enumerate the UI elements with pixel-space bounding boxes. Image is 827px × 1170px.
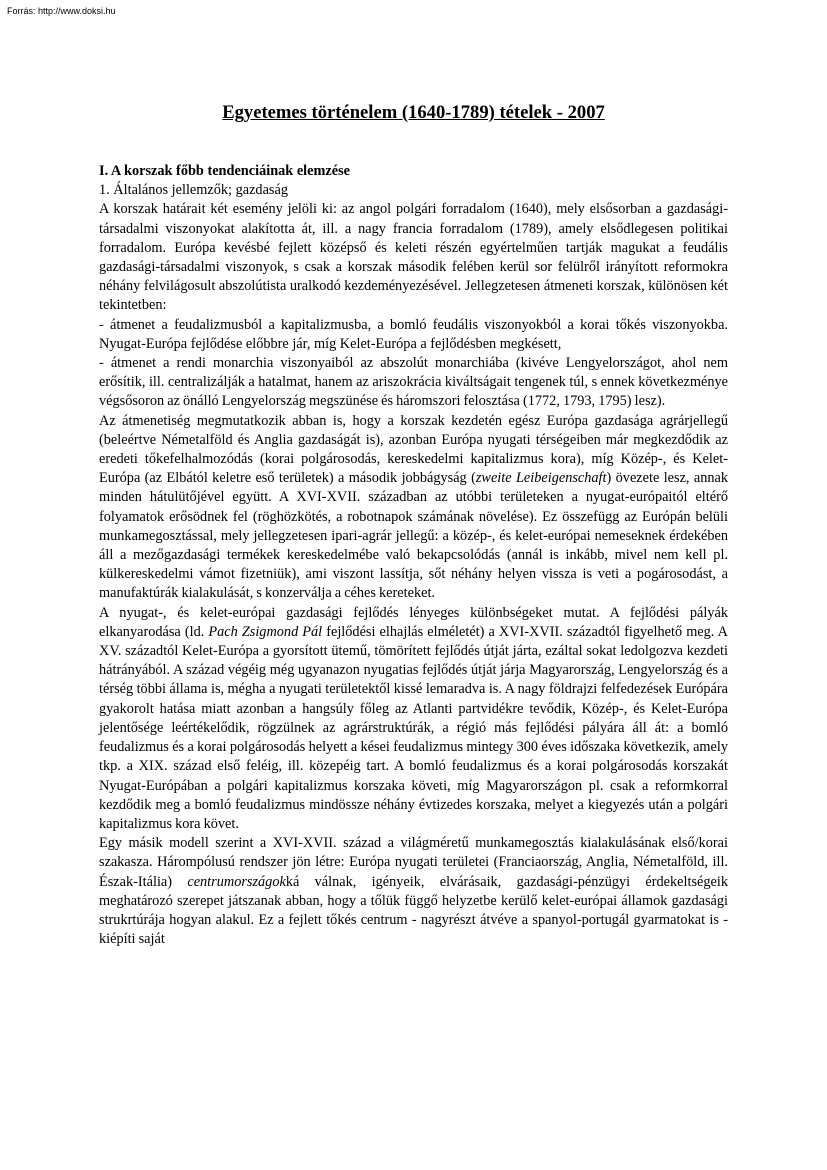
paragraph-5-text-a: A nyugat-, és kelet-európai gazdasági fejlődés lényeges különbségeket mutat. A fejlődési pályák elkanyarodása (ld. xyxy=(99,604,728,640)
paragraph-5-text-c: fejlődési elhajlás elméletét) a XVI-XVII. századtól figyelhető meg. A XV. századtól Kelet-Európa a gyorsított ütemű, tömörített fejlődés útját járta, ezáltal sokat ledolgozva kezdeti hátrányából. A század végéig még ugyanazon nyugatias fejlődés útját járja Magyarország, Lengyelország és a térség többi állama is, mégha a nyugati területektől kissé lemaradva is. A nagy földrajzi felfedezések Európára gyakorolt hatása miatt azonban a hangsúly főleg az Atlanti partvidékre tevődik, Közép-, és Kelet-Európa jelentősége leértékelődik, rögzülnek az agrárstruktúrák, a régió más fejlődési pályára áll át: a bomló feudalizmus és a korai polgárosodás helyett a kései feudalizmus mintegy 300 éves időszaka következik, amely tkp. a XIX. század első feléig, ill. közepéig tart. A bomló feudalizmus és a korai polgárosodás korszakát Nyugat-Európában a polgári kapitalizmus korszaka követi, míg Magyarországon pl. csak a reformkorral kezdődik meg a bomló feudalizmus mindössze néhány évtizedes korszaka, melyet a kiegyezés után a polgári kapitalizmus kora követ. xyxy=(99,623,728,832)
paragraph-5 xyxy=(99,604,728,834)
paragraph-2: - átmenet a feudalizmusból a kapitalizmusba, a bomló feudális viszonyokból a korai tőkés viszonyokba. Nyugat-Európa fejlődése előbbre jár, míg Kelet-Európa a fejlődésben megkésett, xyxy=(99,316,728,352)
source-url: Forrás: http://www.doksi.hu xyxy=(7,6,116,16)
paragraph-4-text-c: ) övezete lesz, annak minden hátulütőjével együtt. A XVI-XVII. században az utóbbi területeken a nyugat-európaitól eltérő folyamatok erősödnek fel (röghözkötés, a robotnapok számának növelése). Ez összefügg az Európán belüli munkamegosztással, mely jellegzetesen ipari-agrár jellegű: a közép-, és kelet-európai nemeseknek érdekében áll a mezőgazdasági termékek kereskedelmébe való bekapcsolódás (annál is inkább, mivel nem kell pl. külkereskedelmi vámot fizetniük), ami viszont lassítja, sőt néhány helyen vissza is veti a pogárosodást, a manufaktúrák kialakulását, s konzerválja a céhes kereteket. xyxy=(99,470,729,602)
subheading: 1. Általános jellemzők; gazdaság xyxy=(99,182,288,199)
document-body xyxy=(99,162,728,949)
paragraph-5-italic: Pach Zsigmond Pál xyxy=(208,623,323,640)
paragraph-4-text-a: Az átmenetiség megmutatkozik abban is, hogy a korszak kezdetén egész Európa gazdasága agrárjellegű (beleértve Németalföld és Anglia gazdaságát is), azonban Európa nyugati térségeiben már megkezdődik az eredeti tőkefelhalmozódás (korai polgárosodás, kereskedelmi kapitalizmus kora), míg Közép-, és Kelet-Európa (az Elbától keletre eső területek) a második jobbágyság ( xyxy=(99,412,728,487)
paragraph-4 xyxy=(99,412,728,604)
paragraph-6-italic: centrumországok xyxy=(187,873,286,890)
section-heading: I. A korszak főbb tendenciáinak elemzése xyxy=(99,163,350,179)
paragraph-4-italic: zweite Leibeigenschaft xyxy=(475,470,607,487)
paragraph-1: A korszak határait két esemény jelöli ki: az angol polgári forradalom (1640), mely elsősorban a gazdasági-társadalmi viszonyokat alakította át, ill. a nagy francia forradalom (1789), amely elsődlegesen politikai forradalom. Európa kevésbé fejlett középső és keleti részén egyértelműen tartják magukat a feudális gazdasági-társadalmi viszonyok, s csak a korszak második felében kerül sor felülről irányított reformokra néhány felvilágosult abszolútista uralkodó kezdeményezésével. Jellegzetesen átmeneti korszak, különösen két tekintetben: xyxy=(99,201,728,314)
paragraph-3: - átmenet a rendi monarchia viszonyaiból az abszolút monarchiába (kivéve Lengyelországot, ahol nem erősítik, ill. centralizálják a hatalmat, hanem az ariszokrácia kiváltságait tengenek túl, s ennek következménye végsősoron az önálló Lengyelország megszünése és háromszori felosztása (1772, 1793, 1795) lesz). xyxy=(99,355,728,410)
paragraph-6-text-c: ká válnak, igényeik, elvárásaik, gazdasági-pénzügyi érdekeltségeik meghatározó szerepet játszanak abban, hogy a tőlük függő helyzetbe kerülő kelet-európai államok gazdasági strukrtúrája hogyan alakul. Ez a fejlett tőkés centrum - nagyrészt átvéve a spanyol-portugál gyarmatokat is - kiépíti saját xyxy=(99,873,728,948)
paragraph-6-text-a: Egy másik modell szerint a XVI-XVII. század a világméretű munkamegosztás kialakulásának első/korai szakasza. Hárompólusú rendszer jön létre: Európa nyugati területei (Franciaország, Anglia, Németalföld, ill. Észak-Itália) xyxy=(99,835,728,890)
document-title: Egyetemes történelem (1640-1789) tételek - 2007 xyxy=(222,102,605,123)
paragraph-6 xyxy=(99,834,728,949)
